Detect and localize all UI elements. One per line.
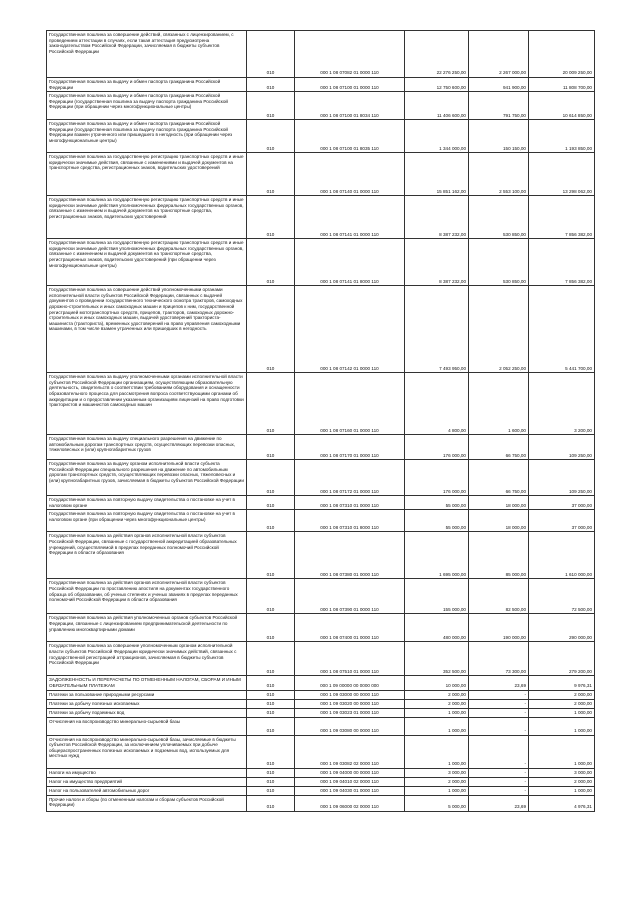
row-unexecuted-cell: 2 000,00: [529, 777, 595, 786]
row-executed-cell: -: [469, 777, 529, 786]
row-executed-cell: 82 500,00: [469, 579, 529, 614]
row-unexecuted-cell: 11 808 700,00: [529, 78, 595, 92]
row-kbk-cell: 000 1 08 07141 01 0000 110: [295, 196, 405, 239]
row-name-cell: Государственная пошлина за действия органов исполнительной власти субъектов Российской Федерации по проставлению апостиля на документах государственного образца об образовании, об ученых степенях и ученых званиях в пределах переданных полномочий Российской Федерации в области образования: [47, 579, 247, 614]
row-executed-cell: 66 750,00: [469, 435, 529, 460]
row-unexecuted-cell: 3 200,00: [529, 373, 595, 435]
row-code-cell: 010: [247, 460, 295, 496]
row-executed-cell: 2 267 000,00: [469, 31, 529, 78]
row-unexecuted-cell: 1 000,00: [529, 708, 595, 717]
row-unexecuted-cell: 10 614 850,00: [529, 92, 595, 120]
row-code-cell: 010: [247, 31, 295, 78]
row-approved-cell: 22 276 250,00: [405, 31, 469, 78]
row-unexecuted-cell: 279 200,00: [529, 642, 595, 676]
table-row: [47, 735, 595, 768]
table-row: [47, 579, 595, 614]
table-row: [47, 78, 595, 92]
row-approved-cell: 1 000,00: [405, 708, 469, 717]
row-approved-cell: 1 000,00: [405, 717, 469, 735]
row-name-cell: Государственная пошлина за выдачу органом исполнительной власти субъекта Российской Федерации специального разрешения на движение по автомобильным дорогам транспортных средств, осуществляющих перевозки опасных, тяжеловесных и (или) крупногабаритных грузов, зачисляемая в бюджеты субъектов Российской Федерации: [47, 460, 247, 496]
row-code-cell: 010: [247, 239, 295, 286]
row-name-cell: Налоги на имущество: [47, 768, 247, 777]
row-unexecuted-cell: 1 000,00: [529, 735, 595, 768]
row-kbk-cell: 000 1 09 06000 02 0000 110: [295, 795, 405, 811]
row-code-cell: 010: [247, 92, 295, 120]
table-row: [47, 196, 595, 239]
row-kbk-cell: 000 1 08 07142 01 0000 110: [295, 286, 405, 373]
table-row: [47, 786, 595, 795]
row-name-cell: Государственная пошлина за выдачу специального разрешения на движение по автомобильным дорогам транспортных средств, осуществляющих перевозки опасных, тяжеловесных и (или) крупногабаритных грузов: [47, 435, 247, 460]
row-code-cell: 010: [247, 153, 295, 196]
row-kbk-cell: 000 1 08 07310 01 0000 110: [295, 496, 405, 510]
row-code-cell: 010: [247, 78, 295, 92]
row-name-cell: Государственная пошлина за действия уполномоченных органов субъектов Российской Федерации, связанные с лицензированием предпринимательской деятельности по управлению многоквартирными домами: [47, 614, 247, 642]
row-code-cell: 010: [247, 735, 295, 768]
row-name-cell: Платежи за пользование природными ресурсами: [47, 690, 247, 699]
row-approved-cell: 55 000,00: [405, 496, 469, 510]
row-executed-cell: 85 000,00: [469, 532, 529, 579]
row-name-cell: Платежи за добычу подземных вод: [47, 708, 247, 717]
row-executed-cell: 190 000,00: [469, 614, 529, 642]
row-approved-cell: 1 000,00: [405, 786, 469, 795]
row-unexecuted-cell: 7 856 382,00: [529, 196, 595, 239]
row-unexecuted-cell: 5 441 700,00: [529, 286, 595, 373]
row-approved-cell: 176 000,00: [405, 435, 469, 460]
row-kbk-cell: 000 1 09 03082 02 0000 110: [295, 735, 405, 768]
table-row: [47, 31, 595, 78]
table-row: [47, 614, 595, 642]
row-name-cell: Государственная пошлина за выдачу и обмен паспорта гражданина Российской Федерации (государственная пошлина за выдачу паспорта гражданина Российской Федерации взамен утраченного или пришедшего в негодность (при обращении через многофункциональные центры): [47, 120, 247, 153]
table-row: [47, 92, 595, 120]
row-kbk-cell: 000 1 08 07400 01 0000 110: [295, 614, 405, 642]
row-code-cell: 010: [247, 717, 295, 735]
row-executed-cell: -: [469, 717, 529, 735]
row-kbk-cell: 000 1 09 04030 01 0000 110: [295, 786, 405, 795]
row-unexecuted-cell: 1 000,00: [529, 717, 595, 735]
income-table-body: [47, 31, 595, 812]
row-code-cell: 010: [247, 496, 295, 510]
row-approved-cell: 176 000,00: [405, 460, 469, 496]
row-approved-cell: 480 000,00: [405, 614, 469, 642]
row-approved-cell: 8 387 232,00: [405, 239, 469, 286]
table-row: [47, 496, 595, 510]
row-approved-cell: 12 750 600,00: [405, 78, 469, 92]
row-code-cell: 010: [247, 676, 295, 690]
row-kbk-cell: 000 1 08 07141 01 8000 110: [295, 239, 405, 286]
row-name-cell: Прочие налоги и сборы (по отмененным налогам и сборам субъектов Российской Федерации): [47, 795, 247, 811]
row-executed-cell: 23,69: [469, 676, 529, 690]
table-row: [47, 239, 595, 286]
row-code-cell: 010: [247, 777, 295, 786]
table-row: [47, 690, 595, 699]
row-name-cell: Государственная пошлина за выдачу и обмен паспорта гражданина Российской Федерации (государственная пошлина за выдачу паспорта гражданина Российской Федерации (при обращении через многофункциональные центры): [47, 92, 247, 120]
row-code-cell: 010: [247, 708, 295, 717]
row-name-cell: Государственная пошлина за действия органов исполнительной власти субъектов Российской Федерации, связанные с государственной аккредитацией образовательных учреждений, осуществляемой в пределах переданных полномочий Российской Федерации в области образования: [47, 532, 247, 579]
row-code-cell: 010: [247, 532, 295, 579]
row-name-cell: Государственная пошлина за совершение уполномоченным органом исполнительной власти субъектов Российской Федерации юридически значимых действий, связанных с государственной регистрацией аттракционов, зачисляемая в бюджеты субъектов Российской Федерации: [47, 642, 247, 676]
table-row: [47, 717, 595, 735]
row-name-cell: Отчисления на воспроизводство минерально-сырьевой базы: [47, 717, 247, 735]
table-row: [47, 373, 595, 435]
row-unexecuted-cell: 1 193 850,00: [529, 120, 595, 153]
row-approved-cell: 10 000,00: [405, 676, 469, 690]
row-executed-cell: 66 750,00: [469, 460, 529, 496]
row-executed-cell: 150 150,00: [469, 120, 529, 153]
row-unexecuted-cell: 290 000,00: [529, 614, 595, 642]
row-approved-cell: 15 851 162,00: [405, 153, 469, 196]
row-unexecuted-cell: 109 250,00: [529, 435, 595, 460]
row-name-cell: ЗАДОЛЖЕННОСТЬ И ПЕРЕРАСЧЕТЫ ПО ОТМЕНЕННЫМ НАЛОГАМ, СБОРАМ И ИНЫМ ОБЯЗАТЕЛЬНЫМ ПЛАТЕЖАМ: [47, 676, 247, 690]
row-approved-cell: 2 000,00: [405, 699, 469, 708]
row-executed-cell: -: [469, 690, 529, 699]
table-row: [47, 510, 595, 532]
row-executed-cell: 530 850,00: [469, 239, 529, 286]
row-unexecuted-cell: 1 610 000,00: [529, 532, 595, 579]
row-unexecuted-cell: 37 000,00: [529, 496, 595, 510]
row-kbk-cell: 000 1 08 07390 01 0000 110: [295, 579, 405, 614]
row-name-cell: Налог на имущество предприятий: [47, 777, 247, 786]
row-approved-cell: 7 493 950,00: [405, 286, 469, 373]
row-executed-cell: 18 000,00: [469, 496, 529, 510]
row-executed-cell: 18 000,00: [469, 510, 529, 532]
row-approved-cell: 155 000,00: [405, 579, 469, 614]
row-code-cell: 010: [247, 795, 295, 811]
row-executed-cell: 530 850,00: [469, 196, 529, 239]
row-executed-cell: -: [469, 708, 529, 717]
row-unexecuted-cell: 2 000,00: [529, 690, 595, 699]
row-kbk-cell: 000 1 09 03023 01 0000 110: [295, 708, 405, 717]
row-approved-cell: 3 000,00: [405, 768, 469, 777]
row-code-cell: 010: [247, 614, 295, 642]
row-name-cell: Отчисления на воспроизводство минерально-сырьевой базы, зачисляемые в бюджеты субъектов Российской Федерации, за исключением уплачиваемых при добыче общераспространенных полезных ископаемых и подземных вод, используемых для местных нужд: [47, 735, 247, 768]
table-row: [47, 286, 595, 373]
row-code-cell: 010: [247, 786, 295, 795]
row-kbk-cell: 000 1 09 04000 00 0000 110: [295, 768, 405, 777]
row-approved-cell: 352 500,00: [405, 642, 469, 676]
row-code-cell: 010: [247, 579, 295, 614]
row-kbk-cell: 000 1 08 07140 01 0000 110: [295, 153, 405, 196]
row-executed-cell: 23,69: [469, 795, 529, 811]
report-page: [46, 30, 594, 812]
row-kbk-cell: 000 1 09 03000 00 0000 110: [295, 690, 405, 699]
row-name-cell: Государственная пошлина за государственную регистрацию транспортных средств и иные юридически значимые действия уполномоченных федеральных государственных органов, связанные с изменением и выдачей документов на транспортные средства, регистрационных знаков, водительских удостоверений: [47, 196, 247, 239]
row-kbk-cell: 000 1 09 04010 02 0000 110: [295, 777, 405, 786]
row-code-cell: 010: [247, 120, 295, 153]
row-unexecuted-cell: 3 000,00: [529, 768, 595, 777]
row-unexecuted-cell: 2 000,00: [529, 699, 595, 708]
row-name-cell: Государственная пошлина за совершение действий, связанных с лицензированием, с проведением аттестации в случаях, если такая аттестация предусмотрена законодательством Российской Федерации, зачисляемая в бюджеты субъектов Российской Федерации: [47, 31, 247, 78]
row-executed-cell: 1 600,00: [469, 373, 529, 435]
row-kbk-cell: 000 1 09 00000 00 0000 000: [295, 676, 405, 690]
row-executed-cell: -: [469, 768, 529, 777]
row-name-cell: Государственная пошлина за повторную выдачу свидетельства о постановке на учет в налоговом органе: [47, 496, 247, 510]
income-table: [46, 30, 595, 812]
row-kbk-cell: 000 1 08 07100 01 8034 110: [295, 92, 405, 120]
row-unexecuted-cell: 1 000,00: [529, 786, 595, 795]
row-approved-cell: 4 800,00: [405, 373, 469, 435]
table-row: [47, 795, 595, 811]
row-unexecuted-cell: 72 500,00: [529, 579, 595, 614]
table-row: [47, 435, 595, 460]
row-kbk-cell: 000 1 08 07160 01 0000 110: [295, 373, 405, 435]
table-row: [47, 708, 595, 717]
row-kbk-cell: 000 1 09 03020 00 0000 110: [295, 699, 405, 708]
table-row: [47, 768, 595, 777]
row-approved-cell: 2 000,00: [405, 777, 469, 786]
row-approved-cell: 8 387 232,00: [405, 196, 469, 239]
row-code-cell: 010: [247, 768, 295, 777]
row-executed-cell: -: [469, 735, 529, 768]
row-kbk-cell: 000 1 08 07172 01 0000 110: [295, 460, 405, 496]
row-kbk-cell: 000 1 08 07310 01 8000 110: [295, 510, 405, 532]
row-unexecuted-cell: 13 298 062,00: [529, 153, 595, 196]
row-kbk-cell: 000 1 08 07100 01 8035 110: [295, 120, 405, 153]
row-approved-cell: 55 000,00: [405, 510, 469, 532]
row-name-cell: Государственная пошлина за совершение действий уполномоченными органами исполнительной власти субъектов Российской Федерации, связанных с выдачей документов о проведении государственного технического осмотра тракторов, самоходных дорожно-строительных и иных самоходных машин и прицепов к ним, государственной регистрацией мототранспортных средств, прицепов, тракторов, самоходных дорожно-строительных и иных самоходных машин, выдачей удостоверений тракториста-машиниста (тракториста), временных удостоверений на право управления самоходными машинами, в том числе взамен утраченных или пришедших в негодность: [47, 286, 247, 373]
table-row: [47, 699, 595, 708]
row-approved-cell: 1 695 000,00: [405, 532, 469, 579]
row-executed-cell: -: [469, 786, 529, 795]
row-kbk-cell: 000 1 08 07100 01 0000 110: [295, 78, 405, 92]
row-unexecuted-cell: 20 009 250,00: [529, 31, 595, 78]
table-row: [47, 153, 595, 196]
row-unexecuted-cell: 37 000,00: [529, 510, 595, 532]
row-unexecuted-cell: 109 250,00: [529, 460, 595, 496]
row-kbk-cell: 000 1 08 07380 01 0000 110: [295, 532, 405, 579]
table-row: [47, 532, 595, 579]
row-executed-cell: 2 052 250,00: [469, 286, 529, 373]
row-name-cell: Государственная пошлина за государственную регистрацию транспортных средств и иные юридически значимые действия уполномоченных федеральных государственных органов, связанные с изменением и выдачей документов на транспортные средства, регистрационных знаков, водительских удостоверений (при обращении через многофункциональные центры): [47, 239, 247, 286]
row-name-cell: Государственная пошлина за повторную выдачу свидетельства о постановке на учет в налоговом органе (при обращении через многофункциональные центры): [47, 510, 247, 532]
table-row: [47, 777, 595, 786]
row-approved-cell: 11 406 600,00: [405, 92, 469, 120]
row-executed-cell: 73 300,00: [469, 642, 529, 676]
row-kbk-cell: 000 1 08 07510 01 0000 110: [295, 642, 405, 676]
row-code-cell: 010: [247, 642, 295, 676]
row-name-cell: Государственная пошлина за государственную регистрацию транспортных средств и иные юридически значимые действия, связанные с изменениями и выдачей документов на транспортные средства, регистрационных знаков, водительских удостоверений: [47, 153, 247, 196]
row-code-cell: 010: [247, 510, 295, 532]
row-name-cell: Государственная пошлина за выдачу и обмен паспорта гражданина Российской Федерации: [47, 78, 247, 92]
row-kbk-cell: 000 1 09 03080 00 0000 110: [295, 717, 405, 735]
row-unexecuted-cell: 4 976,31: [529, 795, 595, 811]
row-unexecuted-cell: 9 976,31: [529, 676, 595, 690]
row-code-cell: 010: [247, 435, 295, 460]
table-row: [47, 120, 595, 153]
row-name-cell: Платежи за добычу полезных ископаемых: [47, 699, 247, 708]
row-executed-cell: -: [469, 699, 529, 708]
row-code-cell: 010: [247, 690, 295, 699]
row-executed-cell: 791 750,00: [469, 92, 529, 120]
row-name-cell: Государственная пошлина за выдачу уполномоченными органами исполнительной власти субъектов Российской Федерации организациям, осуществляющим образовательную деятельность, свидетельств о соответствии требованиям оборудования и оснащенности образовательного процесса для рассмотрения вопроса соответствующими органами об аккредитации и о предоставлении указанным организациям лицензий на право подготовки трактористов и машинистов самоходных машин: [47, 373, 247, 435]
row-kbk-cell: 000 1 08 07170 01 0000 110: [295, 435, 405, 460]
row-name-cell: Налог на пользователей автомобильных дорог: [47, 786, 247, 795]
row-approved-cell: 1 344 000,00: [405, 120, 469, 153]
row-executed-cell: 941 900,00: [469, 78, 529, 92]
table-row: [47, 676, 595, 690]
row-approved-cell: 1 000,00: [405, 735, 469, 768]
table-row: [47, 642, 595, 676]
row-code-cell: 010: [247, 196, 295, 239]
row-kbk-cell: 000 1 08 07082 01 0000 110: [295, 31, 405, 78]
row-code-cell: 010: [247, 373, 295, 435]
row-executed-cell: 2 553 100,00: [469, 153, 529, 196]
row-approved-cell: 2 000,00: [405, 690, 469, 699]
row-code-cell: 010: [247, 699, 295, 708]
row-approved-cell: 5 000,00: [405, 795, 469, 811]
row-unexecuted-cell: 7 856 382,00: [529, 239, 595, 286]
row-code-cell: 010: [247, 286, 295, 373]
table-row: [47, 460, 595, 496]
